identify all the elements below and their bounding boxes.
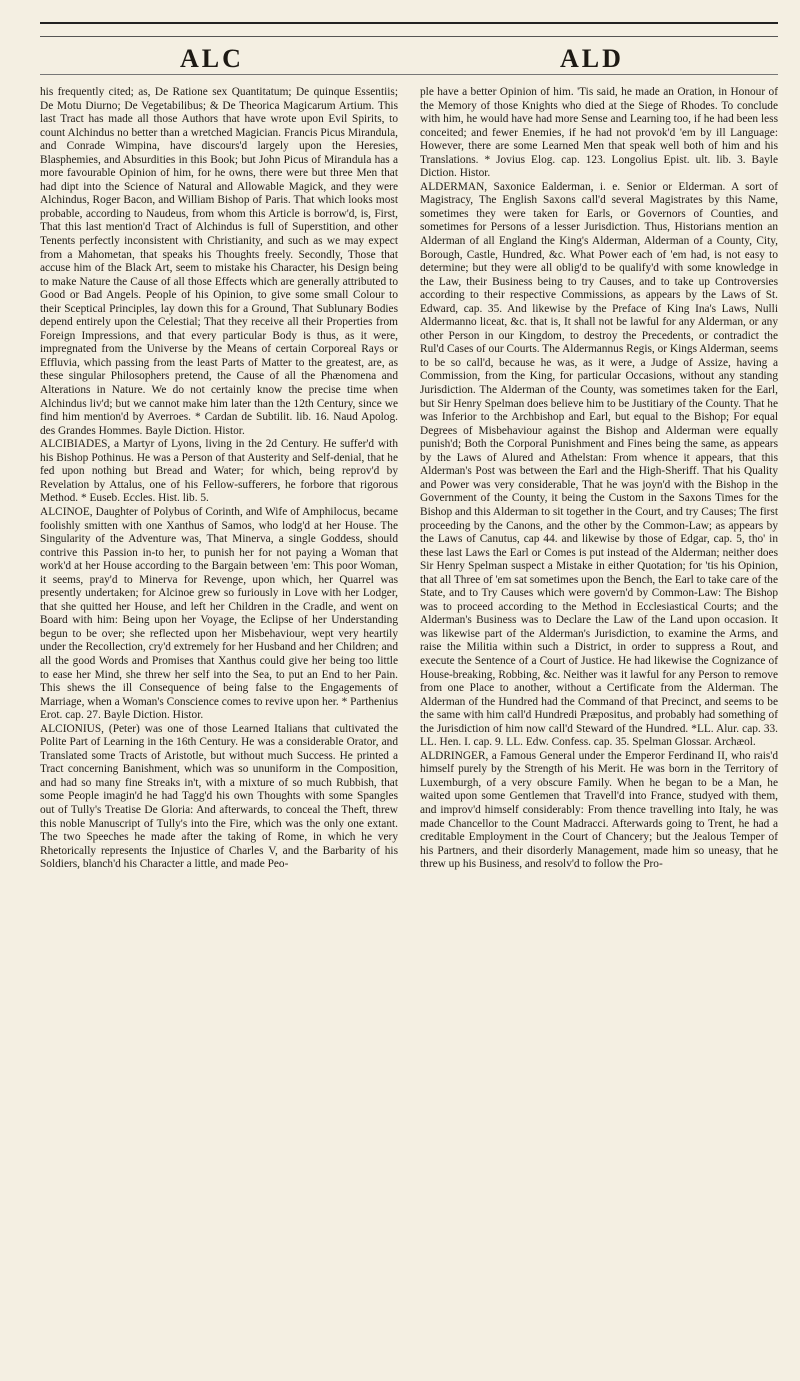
header-left: ALC	[180, 44, 244, 73]
header-rule-top	[40, 22, 778, 24]
entry-paragraph: ALCINOE, Daughter of Polybus of Corinth, and Wife of Amphilocus, became foolishly smitten with one Xanthus of Samos, who lodg'd at her House. The Singularity of the Adventure was, That Minerva, a single Goddess, should contrive this Passion in-to her, to punish her for not paying a Woman that work'd at her House according to the Bargain between 'em: This poor Woman, it seems, pray'd to Minerva for Revenge, upon which, her Quarrel was presently undertaken; for Alcinoe grew so furiously in Love with her Lodger, that she quitted her House, and left her Children in the Cradle, and went on Board with him: Being upon her Voyage, the Eclipse of her Understanding begun to be over; she reflected upon her Misbehaviour, wept very heartily under the Recollection, cry'd extremely for her Husband and her Children; and all the good Words and Promises that Xanthus could give her being too little to ease her Mind, she threw her self into the Sea, to put an End to her Pain. This shews the ill Consequence of being false to the Engagements of Marriage, when a Woman's Conscience comes to revive upon her. * Parthenius Erot. cap. 27. Bayle Diction. Histor.	[40, 505, 398, 722]
header-rule-mid	[40, 36, 778, 37]
entry-paragraph: his frequently cited; as, De Ratione sex Quantitatum; De quinque Essentiis; De Motu Diurno; De Vegetabilibus; & De Theorica Magicarum Artium. This last Tract has made all those Authors that have wrote upon Evil Spirits, to count Alchindus no better than a wretched Magician. Francis Picus Mirandula, and Conrade Wimpina, have discours'd largely upon the Heresies, Blasphemies, and Absurdities in this Book; but John Picus of Mirandula has a more favourable Opinion of him, for he owns, there were but three Men that had dipt into the Science of Natural and Allowable Magick, and they were Alchindus, Roger Bacon, and William Bishop of Paris. That which looks most probable, according to Naudeus, from whom this Article is borrow'd, is, First, That this last mention'd Tract of Alchindus is full of Superstition, and other Tenents perfectly inconsistent with Christianity, and such as we may expect from a Mahometan, that speaks his Thoughts freely. Secondly, Those that accuse him of the Black Art, seem to mistake his Character, his Design being to make Nature the Cause of all those Effects which are generally attributed to Good or Bad Angels. People of his Opinion, to give some small Colour to their Sceptical Principles, lay down this for a Ground, That Sublunary Bodies depend entirely upon the Celestial; That they receive all their Properties from Foreign Impressions, and that every particular Body is thus, as it were, impregnated from the Universe by the Means of certain Corporeal Rays or Effluvia, which passing from the least Parts of Matter to the greatest, are, as these singular Philosophers pretend, the Cause of all the Phænomena and Alterations in Nature. We do not certainly know the precise time when Alchindus liv'd; but we cannot make him later than the 12th Century, since we find him mention'd by Averroes. * Cardan de Subtilit. lib. 16. Naud Apolog. des Grandes Hommes. Bayle Diction. Histor.	[40, 86, 398, 437]
header-rule-bottom	[40, 74, 778, 75]
entry-paragraph: ALDRINGER, a Famous General under the Emperor Ferdinand II, who rais'd himself purely by the Strength of his Merit. He was born in the Territory of Luxemburgh, of a very obscure Family. When he began to be a Man, he waited upon some Gentlemen that Travell'd into France, studyed with them, and improv'd himself considerably: From thence travelling into Italy, he was made Chancellor to the Count Madracci. Afterwards going to Trent, he had a creditable Employment in the Court of Chancery; but the Jealous Temper of his Partners, and their disorderly Management, made him so uneasy, that he threw up his Business, and resolv'd to follow the Pro-	[420, 749, 778, 871]
header-right: ALD	[560, 44, 624, 73]
entry-paragraph: ple have a better Opinion of him. 'Tis said, he made an Oration, in Honour of the Memory of those Knights who died at the Siege of Rhodes. To conclude with him, he would have had more Sense and Learning too, if he had been less conceited; and fewer Enemies, if he had not provok'd 'em by ill Language: However, there are some Learned Men that speak well both of him and his Translations. * Jovius Elog. cap. 123. Longolius Epist. ult. lib. 3. Bayle Diction. Histor.	[420, 86, 778, 180]
left-column	[40, 86, 398, 872]
entry-paragraph: ALCIBIADES, a Martyr of Lyons, living in the 2d Century. He suffer'd with his Bishop Pothinus. He was a Person of that Austerity and Self-denial, that he fed upon nothing but Bread and Water; for which, being reprov'd by Revelation by Attalus, one of his Fellow-sufferers, he forbore that rigorous Method. * Euseb. Eccles. Hist. lib. 5.	[40, 438, 398, 505]
entry-paragraph: ALDERMAN, Saxonice Ealderman, i. e. Senior or Elderman. A sort of Magistracy, The English Saxons call'd several Magistrates by this Name, sometimes they were taken for Earls, or Governors of Counties, and sometimes for Persons of a lesser Jurisdiction. Thus, Historians mention an Alderman of all England the King's Alderman, Alderman of a County, City, Borough, Castle, Hundred, &c. What Power each of 'em had, is not easy to determine; but they were all oblig'd to be qualify'd with some knowledge in the Law, their Business being to try Causes, and to take up Controversies according to their respective Commissions, as appears by the Laws of St. Edward, cap. 35. And likewise by the Preface of King Ina's Laws, Nulli Aldermanno liceat, &c. that is, It shall not be lawful for any Alderman, or any other Person in our Kingdom, to destroy the Precedents, or contradict the Rul'd Cases of our Courts. The Aldermannus Regis, or Kings Alderman, seems to be so call'd, because he was, as it were, a Judge of Assize, having a Commission, from the King, for particular Occasions, without any standing Jurisdiction. The Alderman of the County, was sometimes taken for the Earl, but Sir Henry Spelman does believe him to be Justitiary of the County. That he was Inferior to the Archbishop and Earl, but equal to the Bishop; For equal Degrees of Misbehaviour against the Bishop and Alderman were equally punish'd; Both the Corporal Punishment and Fines being the same, as appears by the Laws of Alured and Athelstan: From whence it appears, that this Alderman's Post was between the Earl and the High-Sheriff. That his Quality and Power was very considerable, That he was joyn'd with the Bishop in the Government of the County, it being the Custom in the Saxons Times for the Bishop and this Alderman to sit together in the Court, and try Causes; The first proceeding by the Canons, and the other by the Common-Law; as appears by the Laws of Canutus, cap 44. and likewise by those of Edgar, cap. 5, tho' in these last Laws the Earl or Comes is put instead of the Alderman; neither does Sir Henry Spelman suspect a Mistake in either Quotation; for 'tis his Opinion, that all Three of 'em sat sometimes upon the Bench, the Earl to take care of the State, and to Try Causes which were govern'd by Common-Law: The Bishop was to proceed according to the Method in Ecclesiastical Courts; and the Alderman's Business was to Declare the Law of the Land upon occasion. It was likewise part of the Alderman's Jurisdiction, to examine the Arms, and raise the Militia within such a District, in order to suppress a Rout, and execute the Sentence of a Court of Justice. He had likewise the Cognizance of House-breaking, Robbing, &c. Neither was it lawful for any Person to remove from one Place to another, without a Certificate from the Alderman. The Alderman of the Hundred had the Command of that Precinct, and seems to be the same with him call'd Hundredi Præpositus, and probably had something of the Jurisdiction of him now call'd Steward of the Hundred. *LL. Alur. cap. 33. LL. Hen. I. cap. 9. LL. Edw. Confess. cap. 35. Spelman Glossar. Archæol.	[420, 180, 778, 749]
running-header	[40, 44, 778, 74]
right-column	[420, 86, 778, 872]
entry-paragraph: ALCIONIUS, (Peter) was one of those Learned Italians that cultivated the Polite Part of Learning in the 16th Century. He was a considerable Orator, and Translated some Tracts of Aristotle, but without much Success. He printed a Tract concerning Banishment, which was so ununiform in the Composition, and had so many fine Streaks in't, with a mixture of so much Rubbish, that some People imagin'd he had Tagg'd his own Thoughts with some Spangles out of Tully's Treatise De Gloria: And afterwards, to conceal the Theft, threw this noble Manuscript of Tully's into the Fire, which was the only one extant. The two Speeches he made after the taking of Rome, in which he very Rhetorically represents the Injustice of Charles V, and the Barbarity of his Soldiers, blanch'd his Character a little, and made Peo-	[40, 722, 398, 871]
